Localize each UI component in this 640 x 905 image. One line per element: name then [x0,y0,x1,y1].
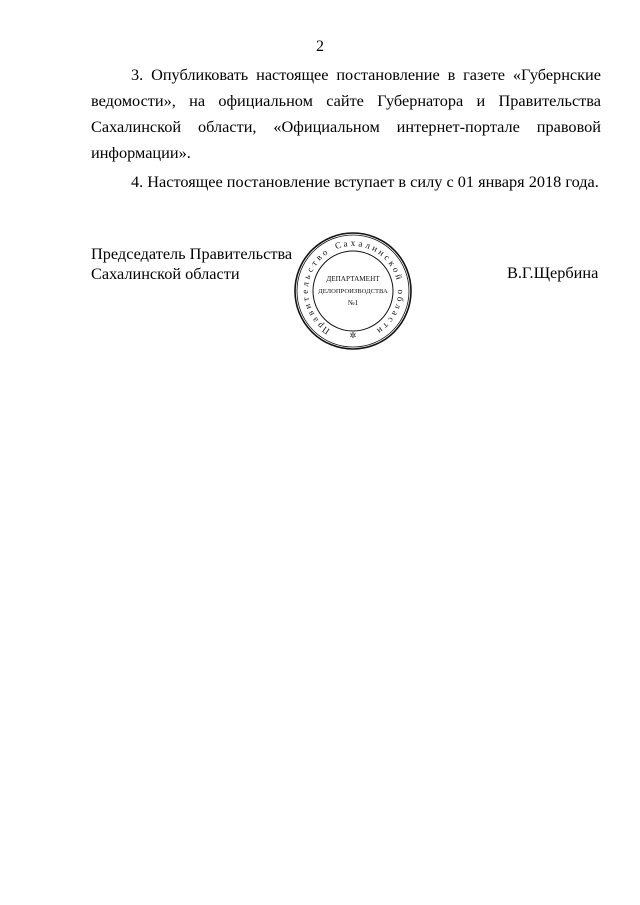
stamp-ring-glyph: о [319,246,330,258]
stamp-ring-glyph: б [394,296,406,303]
body-text [91,62,601,198]
stamp-ring-glyph: л [392,302,404,311]
stamp-ring-glyph: и [370,242,380,254]
stamp-ring-glyph: в [313,252,324,263]
stamp-ring-glyph: т [381,320,391,331]
stamp-ring-glyph: и [302,302,314,311]
stamp-ring-glyph: а [357,238,364,249]
stamp-ring-glyph: н [376,246,387,258]
stamp-ring-glyph: р [314,320,325,331]
stamp-ring-glyph: л [300,281,311,288]
stamp-ring-glyph: а [342,238,349,249]
star-icon: ✲ [349,331,357,340]
stamp-ring-glyph: и [375,325,386,337]
stamp-ring-glyph: о [390,265,402,274]
stamp-ring-glyph: к [386,258,398,268]
stamp-ring-glyph: ь [301,273,313,281]
signatory-name: В.Г.Щербина [507,263,599,282]
page-number: 2 [316,38,324,55]
stamp-ring-glyph: с [386,315,397,325]
stamp-ring-glyph: е [299,289,311,294]
position-line-2: Сахалинской области [91,264,240,283]
stamp-center-line-2: ДЕЛОПРОИЗВОДСТВА [318,288,388,295]
stamp-ring-glyph: П [320,324,332,337]
paragraph-4: 4. Настоящее постановление вступает в силу с 01 января 2018 года. [131,172,599,191]
stamp-ring-glyph: С [333,239,343,252]
stamp-ring-glyph: а [309,315,320,325]
stamp-ring-glyph: л [364,239,372,251]
stamp-ring-glyph: в [305,309,317,318]
stamp-center-line-1: ДЕПАРТАМЕНТ [326,275,380,283]
stamp-ring-glyph: с [382,252,393,263]
stamp-ring-glyph: т [308,258,320,268]
stamp-ring-glyph: т [300,296,311,303]
stamp-ring-glyph: с [304,265,316,274]
stamp-center-line-3: №1 [347,299,359,307]
paragraph-3: 3. Опубликовать настоящее постановление в газете «Губернские ведомости», на официальном сайте Губернатора и Правительства Сахалинской области, «Официальном интернет-портале правовой информации». [91,65,601,162]
stamp-ring-glyph: а [389,309,401,318]
signatory-position [91,244,292,284]
official-stamp [292,230,414,352]
stamp-ring-glyph: х [350,238,356,248]
position-line-1: Председатель Правительства [91,244,293,263]
stamp-ring-glyph: й [393,272,405,281]
stamp-ring-glyph: о [395,289,407,295]
